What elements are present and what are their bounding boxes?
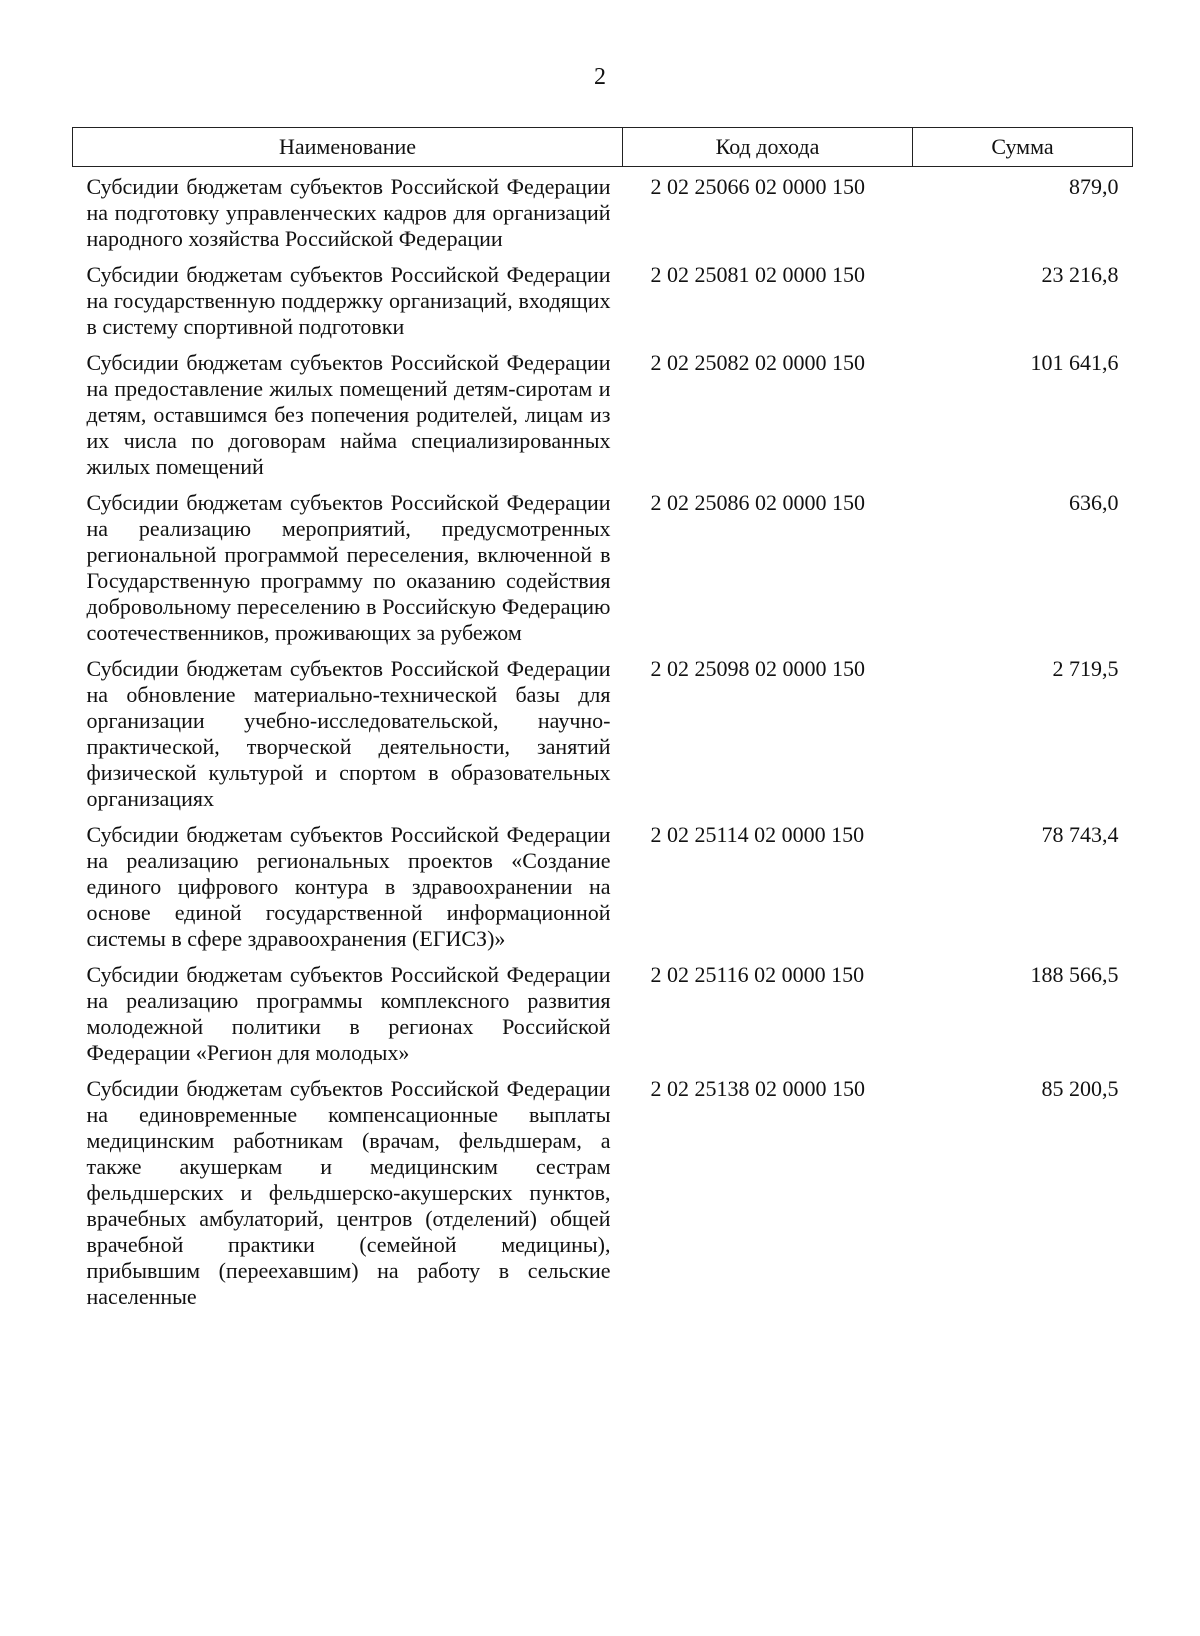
row-code: 2 02 25081 02 0000 150 [650, 262, 865, 287]
revenue-table-container [72, 127, 1132, 1320]
revenue-table [72, 127, 1133, 1320]
table-row [73, 822, 1133, 962]
table-row [73, 167, 1133, 263]
row-name: Субсидии бюджетам субъектов Российской Федерации на предоставление жилых помещений детям-сиротам и детям, оставшимся без попечения родителей, лицам из их числа по договорам найма специализированных жилых помещений [86, 350, 611, 479]
header-name: Наименование [73, 128, 623, 167]
row-name: Субсидии бюджетам субъектов Российской Федерации на подготовку управленческих кадров для организаций народного хозяйства Российской Федерации [86, 174, 611, 251]
table-row [73, 490, 1133, 656]
table-row [73, 262, 1133, 350]
row-sum: 101 641,6 [1030, 350, 1119, 375]
row-code: 2 02 25114 02 0000 150 [650, 822, 865, 847]
row-code: 2 02 25082 02 0000 150 [650, 350, 865, 375]
row-name: Субсидии бюджетам субъектов Российской Федерации на реализацию мероприятий, предусмотренных региональной программой переселения, включенной в Государственную программу по оказанию содействия добровольному переселению в Российскую Федерацию соотечественников, проживающих за рубежом [86, 490, 611, 645]
table-header-row [73, 128, 1133, 167]
header-code: Код дохода [623, 128, 913, 167]
row-name: Субсидии бюджетам субъектов Российской Федерации на обновление материально-технической базы для организации учебно-исследовательской, научно-практической, творческой деятельности, занятий физической культурой и спортом в образовательных организациях [86, 656, 611, 811]
row-code: 2 02 25066 02 0000 150 [650, 174, 865, 199]
row-name: Субсидии бюджетам субъектов Российской Федерации на реализацию программы комплексного развития молодежной политики в регионах Российской Федерации «Регион для молодых» [86, 962, 611, 1065]
row-code: 2 02 25116 02 0000 150 [650, 962, 865, 987]
row-name: Субсидии бюджетам субъектов Российской Федерации на реализацию региональных проектов «Создание единого цифрового контура в здравоохранении на основе единой государственной информационной системы в сфере здравоохранения (ЕГИСЗ)» [86, 822, 611, 951]
table-row [73, 656, 1133, 822]
table-row [73, 350, 1133, 490]
row-name: Субсидии бюджетам субъектов Российской Федерации на государственную поддержку организаций, входящих в систему спортивной подготовки [86, 262, 611, 339]
row-name: Субсидии бюджетам субъектов Российской Федерации на единовременные компенсационные выплаты медицинским работникам (врачам, фельдшерам, а также акушеркам и медицинским сестрам фельдшерских и фельдшерско-акушерских пунктов, врачебных амбулаторий, центров (отделений) общей врачебной практики (семейной медицины), прибывшим (переехавшим) на работу в сельские населенные [86, 1076, 611, 1309]
row-sum: 23 216,8 [1041, 262, 1119, 287]
row-code: 2 02 25086 02 0000 150 [650, 490, 865, 515]
row-sum: 2 719,5 [1052, 656, 1119, 681]
row-sum: 188 566,5 [1030, 962, 1119, 987]
table-row [73, 1076, 1133, 1320]
row-code: 2 02 25138 02 0000 150 [650, 1076, 865, 1101]
table-row [73, 962, 1133, 1076]
header-sum: Сумма [913, 128, 1133, 167]
row-sum: 636,0 [1069, 490, 1119, 515]
page-number: 2 [594, 64, 606, 90]
row-sum: 78 743,4 [1041, 822, 1119, 847]
row-code: 2 02 25098 02 0000 150 [650, 656, 865, 681]
row-sum: 879,0 [1069, 174, 1119, 199]
row-sum: 85 200,5 [1041, 1076, 1119, 1101]
